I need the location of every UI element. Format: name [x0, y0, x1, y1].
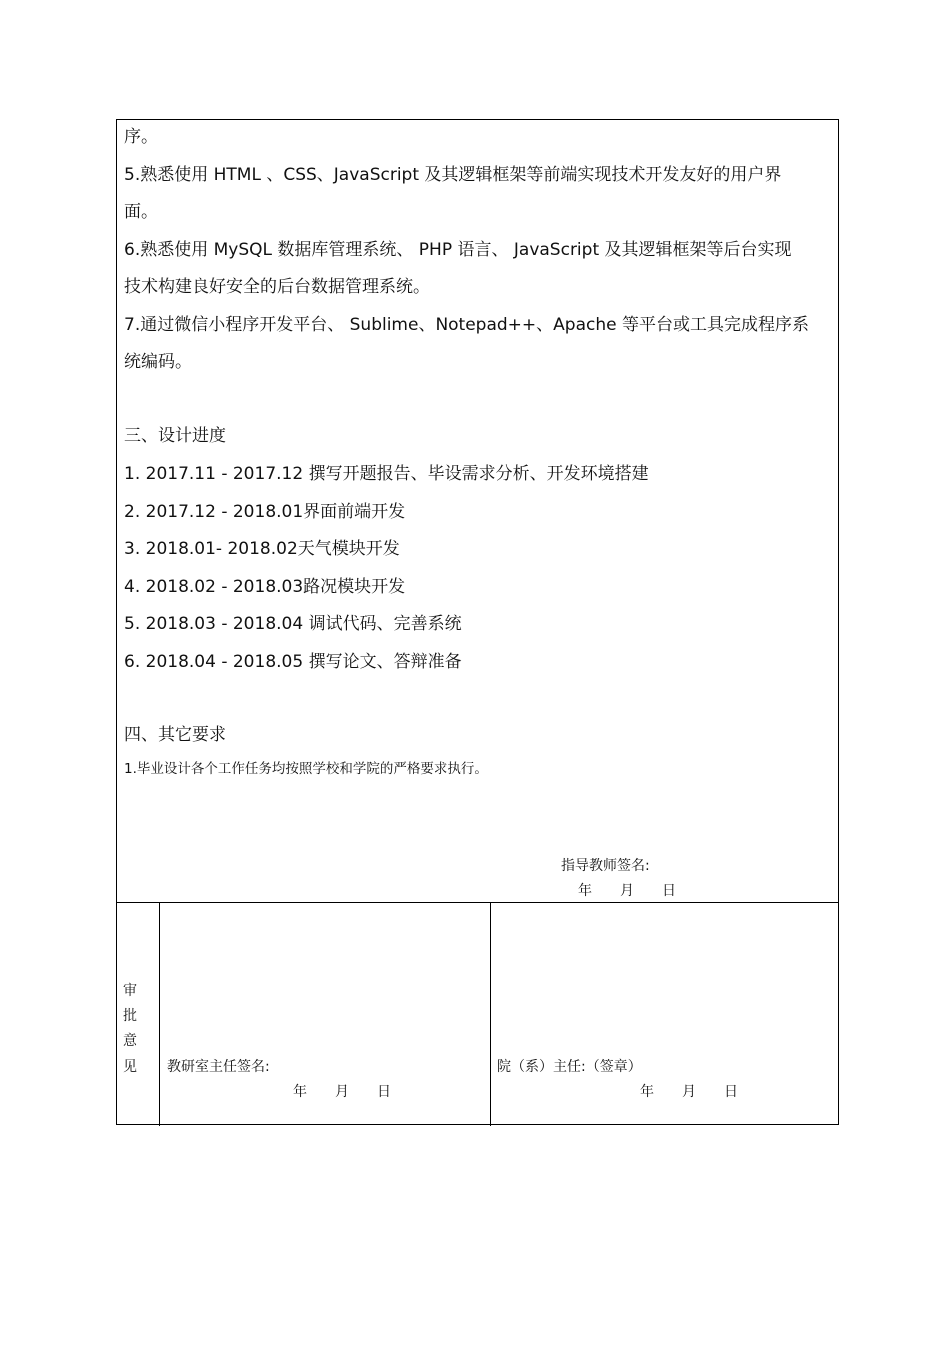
advisor-date-label: 年 月 日	[578, 883, 676, 899]
text-line: 面。	[124, 202, 158, 222]
dept-head-date-label: 年 月 日	[293, 1084, 391, 1100]
row-divider	[117, 902, 838, 903]
column-divider	[159, 902, 160, 1126]
section-heading-other: 四、其它要求	[124, 725, 226, 745]
text-line: 5.熟悉使用 HTML 、CSS、JavaScript 及其逻辑框架等前端实现技术开发友好的用户界	[124, 165, 782, 185]
advisor-signature-label: 指导教师签名:	[561, 858, 650, 874]
approval-label-char: 批	[123, 1008, 137, 1024]
progress-item: 6. 2018.04 - 2018.05 撰写论文、答辩准备	[124, 652, 462, 672]
dean-date-label: 年 月 日	[640, 1084, 738, 1100]
dean-signature-label: 院（系）主任:（签章）	[497, 1059, 642, 1075]
progress-item: 2. 2017.12 - 2018.01界面前端开发	[124, 502, 406, 522]
form-table	[116, 119, 839, 1125]
approval-label-char: 审	[123, 983, 137, 999]
column-divider	[490, 902, 491, 1126]
text-line: 6.熟悉使用 MySQL 数据库管理系统、 PHP 语言、 JavaScript 及其逻辑框架等后台实现	[124, 240, 792, 260]
section-heading-progress: 三、设计进度	[124, 426, 226, 446]
text-line: 统编码。	[124, 352, 192, 372]
dept-head-signature-label: 教研室主任签名:	[167, 1059, 270, 1075]
other-requirement: 1.毕业设计各个工作任务均按照学校和学院的严格要求执行。	[124, 761, 488, 777]
progress-item: 5. 2018.03 - 2018.04 调试代码、完善系统	[124, 614, 462, 634]
progress-item: 4. 2018.02 - 2018.03路况模块开发	[124, 577, 406, 597]
progress-item: 3. 2018.01- 2018.02天气模块开发	[124, 539, 400, 559]
approval-label-char: 见	[123, 1059, 137, 1075]
text-line: 7.通过微信小程序开发平台、 Sublime、Notepad++、Apache 等平台或工具完成程序系	[124, 315, 809, 335]
text-line: 序。	[124, 127, 158, 147]
text-line: 技术构建良好安全的后台数据管理系统。	[124, 277, 430, 297]
approval-label-char: 意	[123, 1033, 137, 1049]
progress-item: 1. 2017.11 - 2017.12 撰写开题报告、毕设需求分析、开发环境搭建	[124, 464, 649, 484]
